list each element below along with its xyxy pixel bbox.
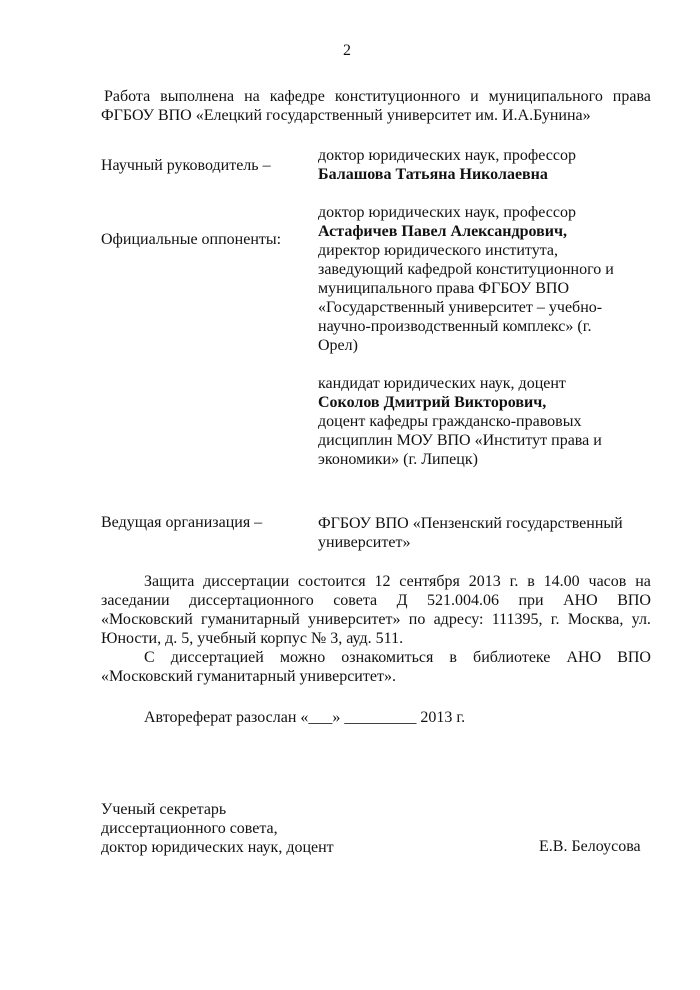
word: АНО [566,649,602,666]
word: совета [333,592,378,609]
word: состоится [297,573,366,590]
opponent-1-detail: муниципального права ФГБОУ ВПО [318,280,570,297]
word: кафедре [269,88,325,105]
word: 521.004.06 [427,592,499,609]
word: 12 [374,573,391,590]
opponent-2-detail: дисциплин МОУ ВПО «Институт права и [318,432,602,449]
opponent-1-block [318,203,614,355]
word: Работа [104,88,151,105]
secretary-council: диссертационного совета, [101,820,278,837]
defense-line-2 [101,592,651,610]
word: диссертацией [170,649,264,666]
word: заседании [101,592,170,609]
word: 14.00 [543,573,580,590]
supervisor-block [318,146,576,184]
word: муниципального [488,88,603,105]
opponent-1-detail: научно-производственный комплекс» (г. [318,318,592,335]
word: ВПО [617,592,651,609]
defense-line-3 [101,611,651,629]
intro-line-2: ФГБОУ ВПО «Елецкий государственный университет им. И.А.Бунина» [101,107,591,124]
opponent-1-detail: Орел) [318,337,358,354]
word: выполнена [160,88,235,105]
supervisor-degree: доктор юридических наук, профессор [318,147,576,164]
opponent-2-degree: кандидат юридических наук, доцент [318,375,566,392]
word: в [449,649,457,666]
word: сентября [399,573,460,590]
opponent-1-detail: директор юридического института, [318,242,558,259]
word: ул. [631,611,651,628]
defense-line-4: Юности, д. 5, учебный корпус № 3, ауд. 511. [101,630,404,647]
supervisor-name: Балашова Татьяна Николаевна [318,166,548,183]
opponent-2-detail: доцент кафедры гражданско-правовых [318,413,582,430]
opponent-2-detail: экономики» (г. Липецк) [318,451,478,468]
word: ознакомиться [341,649,434,666]
supervisor-label: Научный руководитель – [101,157,271,174]
secretary-title: Ученый секретарь [101,801,227,818]
opponent-1-detail: заведующий кафедрой конституционного и [318,261,614,278]
word: 111395, [491,611,543,628]
word: Защита [144,573,195,590]
word: ВПО [617,649,651,666]
opponent-2-block [318,374,602,469]
word: диссертации [203,573,290,590]
word: адресу: [433,611,484,628]
leading-org-line: университет» [318,534,411,551]
word: библиотеке [473,649,551,666]
word: Москва, [567,611,624,628]
intro-line-1 [104,88,651,106]
library-line-1 [144,649,651,667]
opponent-1-name: Астафичев Павел Александрович, [318,223,567,240]
word: диссертационного [189,592,314,609]
leading-org-line: ФГБОУ ВПО «Пензенский государственный [318,515,623,532]
secretary-block [101,800,334,857]
word: на [635,573,651,590]
word: можно [279,649,326,666]
secretary-name: Е.В. Белоусова [539,838,641,855]
leading-org-block [318,514,623,552]
leading-org-label: Ведущая организация – [101,514,263,531]
word: АНО [563,592,598,609]
word: и [470,88,479,105]
word: часов [588,573,627,590]
word: 2013 [468,573,501,590]
library-line-2: «Московский гуманитарный университет». [101,668,396,685]
word: «Московский [101,611,193,628]
defense-line-1 [144,573,651,591]
word: на [244,88,260,105]
word: гуманитарный [201,611,300,628]
opponents-label: Официальные оппоненты: [101,231,282,248]
sent-date-line: Автореферат разослан «___» _________ 2013 г. [144,709,466,726]
opponent-1-detail: «Государственный университет – учебно- [318,299,603,316]
word: Д [396,592,408,609]
opponent-1-degree: доктор юридических наук, профессор [318,204,576,221]
word: г. [509,573,519,590]
secretary-degree: доктор юридических наук, доцент [101,839,334,856]
word: в [527,573,535,590]
word: г. [550,611,560,628]
word: С [144,649,155,666]
word: по [408,611,426,628]
word: конституционного [334,88,461,105]
page-number: 2 [343,42,351,59]
opponent-2-name: Соколов Дмитрий Викторович, [318,394,547,411]
word: университет» [308,611,401,628]
word: при [518,592,544,609]
word: права [612,88,651,105]
